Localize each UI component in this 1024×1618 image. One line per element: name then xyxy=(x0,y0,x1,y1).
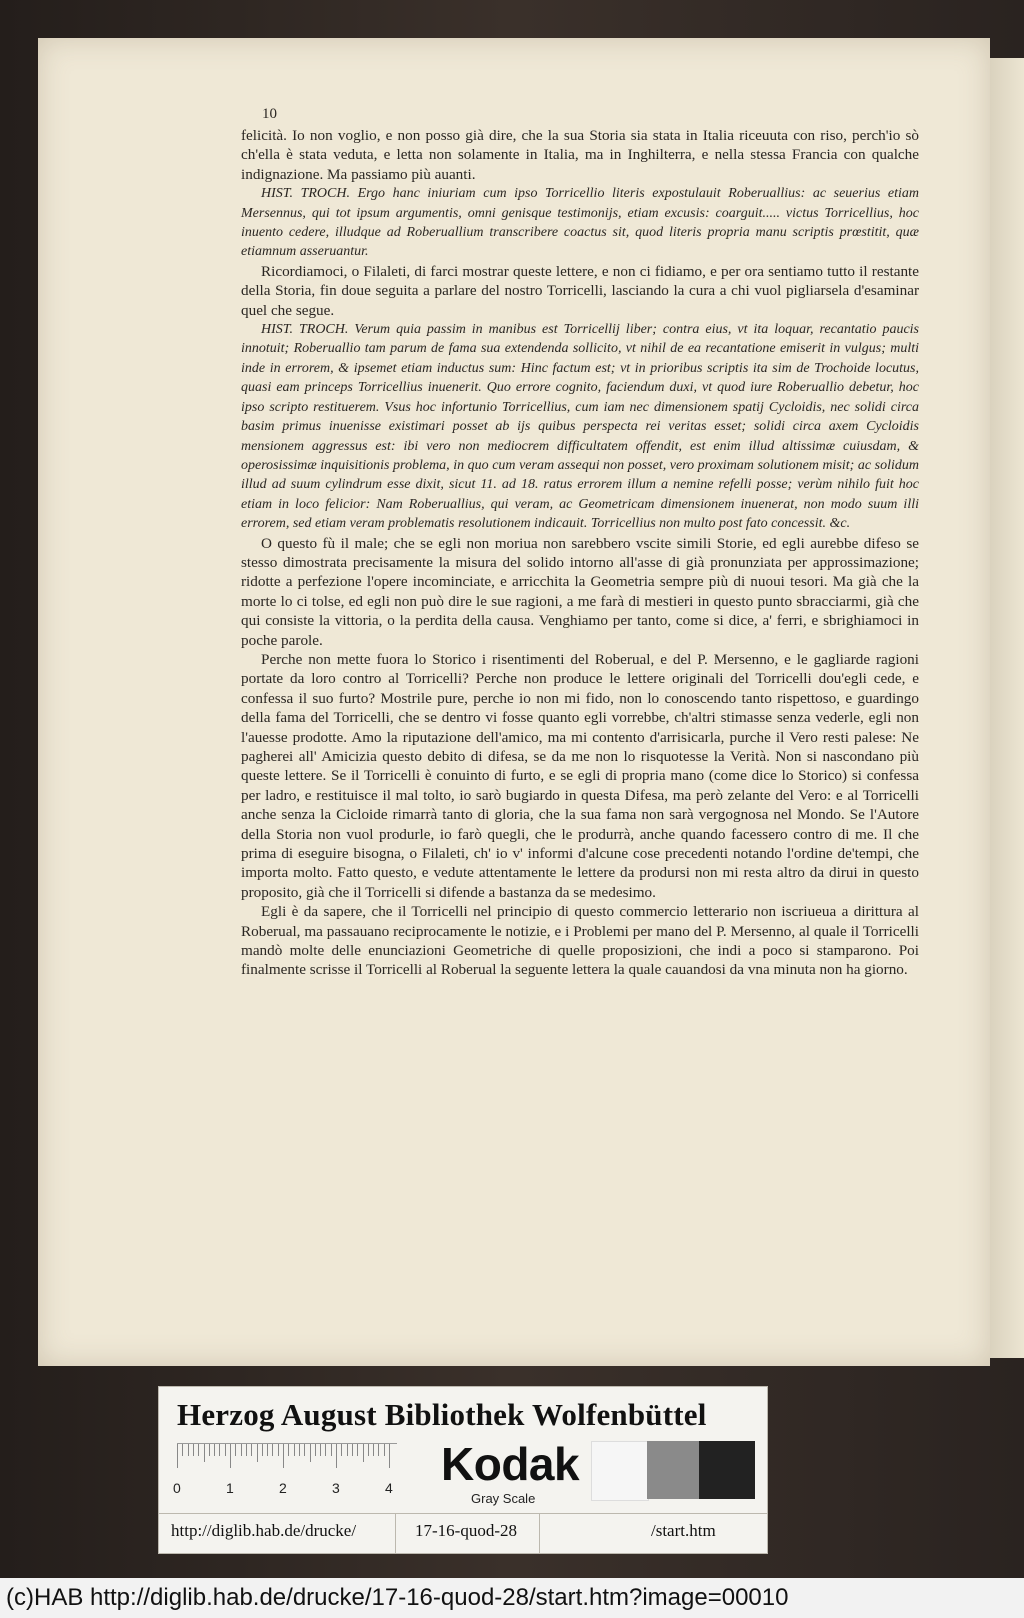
ruler-tick xyxy=(304,1444,305,1456)
library-name: Herzog August Bibliothek Wolfenbüttel xyxy=(177,1397,707,1432)
ruler-tick xyxy=(315,1444,316,1456)
ruler-tick xyxy=(341,1444,342,1456)
ruler-tick xyxy=(310,1444,311,1462)
ruler-tick xyxy=(331,1444,332,1456)
label-separator xyxy=(539,1513,540,1553)
ruler-tick xyxy=(251,1444,252,1456)
ruler-tick xyxy=(198,1444,199,1456)
ruler-number: 1 xyxy=(226,1480,234,1496)
latin-quotation: HIST. TROCH. Ergo hanc iniuriam cum ipso Torricellio literis expostulauit Roberuallius: ac seuerius etiam Mersennus, qui tot ipsum argumentis, omni genisque testimonijs, etiam excusis: coarguit..... victus Torricellius, hoc inuento cedere, illudque ad Roberuallium transcribere coactus sit, quod literis propria manu scriptis prœstitit, quæ etiamnum asseruantur. xyxy=(241,186,919,260)
ruler-tick xyxy=(230,1444,231,1468)
ruler-number: 4 xyxy=(385,1480,393,1496)
ruler-tick xyxy=(368,1444,369,1456)
paragraph: felicità. Io non voglio, e non posso già dire, che la sua Storia sia stata in Italia riceuuta con riso, perch'io sò ch'ella è stata veduta, e letta non solamente in Italia, ma in Inghilterra, e nella stessa Francia con qualche indignazione. Ma passiamo più auanti. xyxy=(241,127,919,183)
ruler-tick xyxy=(357,1444,358,1456)
paragraph: O questo fù il male; che se egli non moriua non sarebbero vscite simili Storie, ed egli aurebbe difeso se stesso dimostrata precisamente la misura del solido intorno all'asse di già pronunziata per approssimazione; ridotte a perfezione l'opere incominciate, e arricchita la Geometria sempre più di nuoui tesori. Ma già che la morte lo ci tolse, ed egli non può dire le sue ragioni, a me farà di mestieri in questo punto sbracciarmi, già che qui consiste la vittoria, o la perdita della causa. Venghiamo per tanto, come si dice, a' ferri, e sbrighiamoci in poche parole. xyxy=(241,534,919,649)
ruler-tick xyxy=(219,1444,220,1456)
gray-swatch-light xyxy=(591,1441,649,1501)
ruler-number: 2 xyxy=(279,1480,287,1496)
latin-quotation: HIST. TROCH. Verum quia passim in manibus est Torricellij liber; contra eius, vt ita loquar, recantatio paucis innotuit; Roberuallio tam parum de fama sua extendenda sollicito, vt nihil de ea recantatione emiserit in vulgus; multi inde in errorem, & ipsemet etiam inductus sum: Hinc factum est; vt in prioribus scriptis ita sim de Trochoide locutus, quasi eam princeps Torricellius inuenerit. Quo errore cognito, faciendum duxi, vt quod iure Roberuallio debetur, hoc ipso scripto restituerem. Vsus hoc infortunio Torricellius, cum iam nec dimensionem spatij Cycloidis, nec solidi circa basim primus inuenisse existimari posset ab ijs quibus perspecta rei veritas esset; solidi circa axem Cycloidis mensionem aggressus est: ibi vero non mediocrem difficultatem offendit, est enim illud altissimæ cuiusdam, & operosissimæ inquisitionis problema, in quo cum veram assequi non posset, vero proximam solutionem misit; ac solidum illud ad suum cylindrum esse dixit, sicut 11. ad 18. ratus errorem illum a nemine refelli posse; verùm nihilo fuit hoc etiam in loco felicior: Nam Roberuallius, qui veram, ac Geometricam dimensionem inuenerat, non modo suum illi errorem, sed etiam veram problematis resolutionem indicauit. Torricellius non multo post fato concessit. &c. xyxy=(241,322,919,532)
page-text xyxy=(241,126,919,980)
ruler-tick xyxy=(177,1444,178,1468)
facing-page-edge xyxy=(988,58,1024,1358)
label-separator xyxy=(395,1513,396,1553)
ruler-tick xyxy=(204,1444,205,1462)
label-divider xyxy=(159,1513,767,1514)
ruler-tick xyxy=(193,1444,194,1456)
ruler-tick xyxy=(389,1444,390,1468)
ruler-tick xyxy=(246,1444,247,1456)
ruler-number: 0 xyxy=(173,1480,181,1496)
label-url-suffix: /start.htm xyxy=(651,1521,716,1540)
ruler-tick xyxy=(363,1444,364,1462)
label-url-base: http://diglib.hab.de/drucke/ xyxy=(171,1521,357,1540)
gray-swatch-dark xyxy=(699,1441,755,1499)
page-number: 10 xyxy=(262,106,277,122)
ruler-tick xyxy=(257,1444,258,1462)
ruler-tick xyxy=(272,1444,273,1456)
ruler-tick xyxy=(325,1444,326,1456)
ruler-tick xyxy=(225,1444,226,1456)
ruler-tick xyxy=(373,1444,374,1456)
paragraph: Ricordiamoci, o Filaleti, di farci mostrar queste lettere, e non ci fidiamo, e per ora sentiamo tutto il restante della Storia, fin doue seguita a parlare del nostro Torricelli, lasciando la cura a chi vuol pigliarsela d'esaminar quel che segue. xyxy=(241,262,919,319)
kodak-logo: Kodak xyxy=(441,1438,580,1490)
ruler-tick xyxy=(209,1444,210,1456)
ruler-tick xyxy=(299,1444,300,1456)
paragraph: Perche non mette fuora lo Storico i risentimenti del Roberual, e del P. Mersenno, e le gagliarde ragioni portate da loro contro al Torricelli? Perche non produce le lettere originali del Torricelli dou'egli cede, e confessa il suo furto? Mostrile pure, perche io non mi fido, non lo conoscendo tanto rispettoso, e guardingo della fama del Torricelli, che se dentro vi fosse quanto egli vorrebbe, ch'altri stimasse senza vederle, egli non l'auesse prodotte. Amo la riputazione dell'amico, ma mi contento d'arrisicarla, purche il Vero resti palese: Ne pagherei all' Amicizia questo debito di difesa, se da me non lo risquotesse la Verità. Non si nascondano più queste lettere. Se il Torricelli è conuinto di furto, e se egli di propria mano (come dice lo Storico) si confessa per ladro, e restituisce il mal tolto, io sarò bugiardo in questa Difesa, ma però zelante del Vero: e al Torricelli anche senza la Cicloide rimarrà tanto di gloria, che la sua fama non sarà vergognosa nel Mondo. Se l'Autore della Storia non vuol produrle, io farò quegli, che le produrrà, anche quando facessero contro di me. Il che prima di eseguire bisogna, o Filaleti, ch' io v' informi d'alcune cose precedenti notando l'ordine de'tempi, che importa molto. Fatto questo, e vedute attentamente le lettere da prodursi non mi resta altro da dirui in questo proposito, già che il Torricelli si difende a bastanza da se medesimo. xyxy=(241,650,919,901)
archive-label xyxy=(158,1386,768,1554)
ruler-tick xyxy=(283,1444,284,1468)
ruler-tick xyxy=(288,1444,289,1456)
ruler-tick xyxy=(267,1444,268,1456)
gray-scale-caption: Gray Scale xyxy=(471,1491,536,1506)
ruler-tick xyxy=(384,1444,385,1456)
ruler-tick xyxy=(294,1444,295,1456)
ruler-tick xyxy=(347,1444,348,1456)
ruler-tick xyxy=(241,1444,242,1456)
ruler-tick xyxy=(278,1444,279,1456)
ruler-tick xyxy=(188,1444,189,1456)
ruler-tick xyxy=(214,1444,215,1456)
ruler-tick xyxy=(320,1444,321,1456)
ruler-number: 3 xyxy=(332,1480,340,1496)
footer-url-bar: (c)HAB http://diglib.hab.de/drucke/17-16-quod-28/start.htm?image=00010 xyxy=(0,1578,1024,1618)
paragraph: Egli è da sapere, che il Torricelli nel principio di questo commercio letterario non iscriueua a dirittura al Roberual, ma passauano reciprocamente le notizie, e i Problemi per mano del P. Mersenno, al quale il Torricelli mandò molte delle enunciazioni Geometriche di quelle proposizioni, che indi a poco si stamparono. Poi finalmente scrisse il Torricelli al Roberual la seguente lettera la quale cauandosi da vna minuta non ha giorno. xyxy=(241,903,919,979)
gray-swatch-mid xyxy=(647,1441,699,1499)
ruler-tick xyxy=(262,1444,263,1456)
ruler-tick xyxy=(182,1444,183,1456)
label-url-shelfmark: 17-16-quod-28 xyxy=(415,1521,517,1540)
ruler-tick xyxy=(378,1444,379,1456)
scale-ruler xyxy=(173,1443,397,1496)
ruler-tick xyxy=(352,1444,353,1456)
ruler-tick xyxy=(235,1444,236,1456)
ruler-tick xyxy=(336,1444,337,1468)
